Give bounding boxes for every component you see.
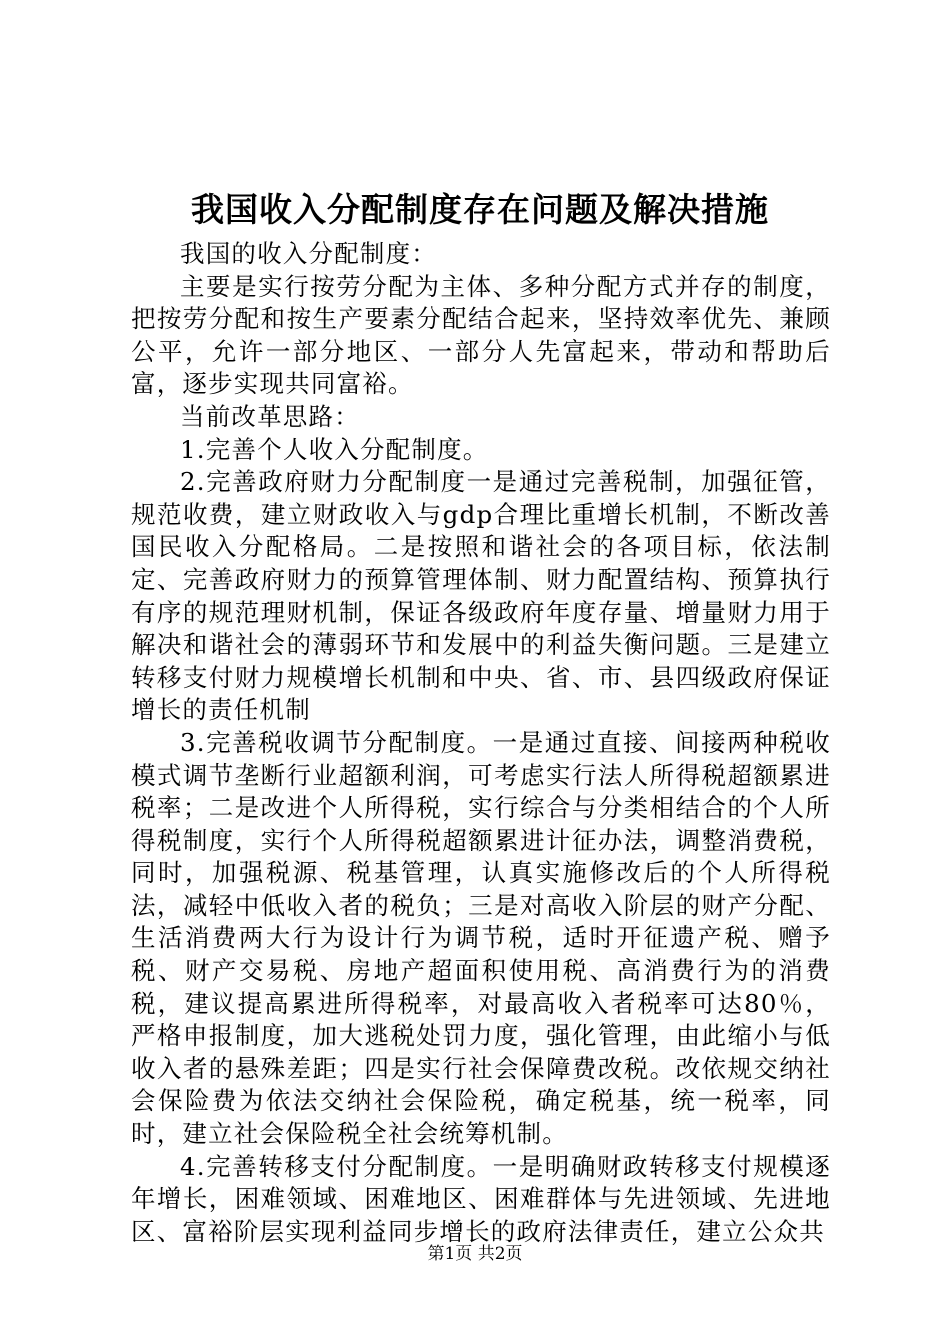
paragraph-item-4: 4.完善转移支付分配制度。一是明确财政转移支付规模逐年增长，困难领域、困难地区、困难群体与先进领域、先进地区、富裕阶层实现利益同步增长的政府法律责任，建立公众共 [131,1151,831,1246]
document-body [131,238,831,1248]
paragraph-reform-heading: 当前改革思路： [180,401,360,431]
paragraph-item-2: 2.完善政府财力分配制度一是通过完善税制，加强征管，规范收费，建立财政收入与gdp合理比重增长机制，不断改善国民收入分配格局。二是按照和谐社会的各项目标，依法制定、完善政府财力的预算管理体制、财力配置结构、预算执行有序的规范理财机制，保证各级政府年度存量、增量财力用于解决和谐社会的薄弱环节和发展中的利益失衡问题。三是建立转移支付财力规模增长机制和中央、省、市、县四级政府保证增长的责任机制 [131,467,831,725]
paragraph-item-3: 3.完善税收调节分配制度。一是通过直接、间接两种税收模式调节垄断行业超额利润，可考虑实行法人所得税超额累进税率；二是改进个人所得税，实行综合与分类相结合的个人所得税制度，实行个人所得税超额累进计征办法，调整消费税，同时，加强税源、税基管理，认真实施修改后的个人所得税法，减轻中低收入者的税负；三是对高收入阶层的财产分配、生活消费两大行为设计行为调节税，适时开征遗产税、赠予税、财产交易税、房地产超面积使用税、高消费行为的消费税，建议提高累进所得税率，对最高收入者税率可达80％，严格申报制度，加大逃税处罚力度，强化管理，由此缩小与低收入者的悬殊差距；四是实行社会保障费改税。改依规交纳社会保险费为依法交纳社会保险税，确定税基，统一税率，同时，建立社会保险税全社会统筹机制。 [131,727,831,1149]
paragraph-item-1: 1.完善个人收入分配制度。 [180,434,489,464]
page-footer: 第1页 共2页 [427,1244,523,1264]
paragraph-intro-body: 主要是实行按劳分配为主体、多种分配方式并存的制度，把按劳分配和按生产要素分配结合起来，坚持效率优先、兼顾公平，允许一部分地区、一部分人先富起来，带动和帮助后富，逐步实现共同富裕。 [131,271,831,399]
document-title: 我国收入分配制度存在问题及解决措施 [191,190,769,229]
paragraph-intro-heading: 我国的收入分配制度： [180,239,437,268]
